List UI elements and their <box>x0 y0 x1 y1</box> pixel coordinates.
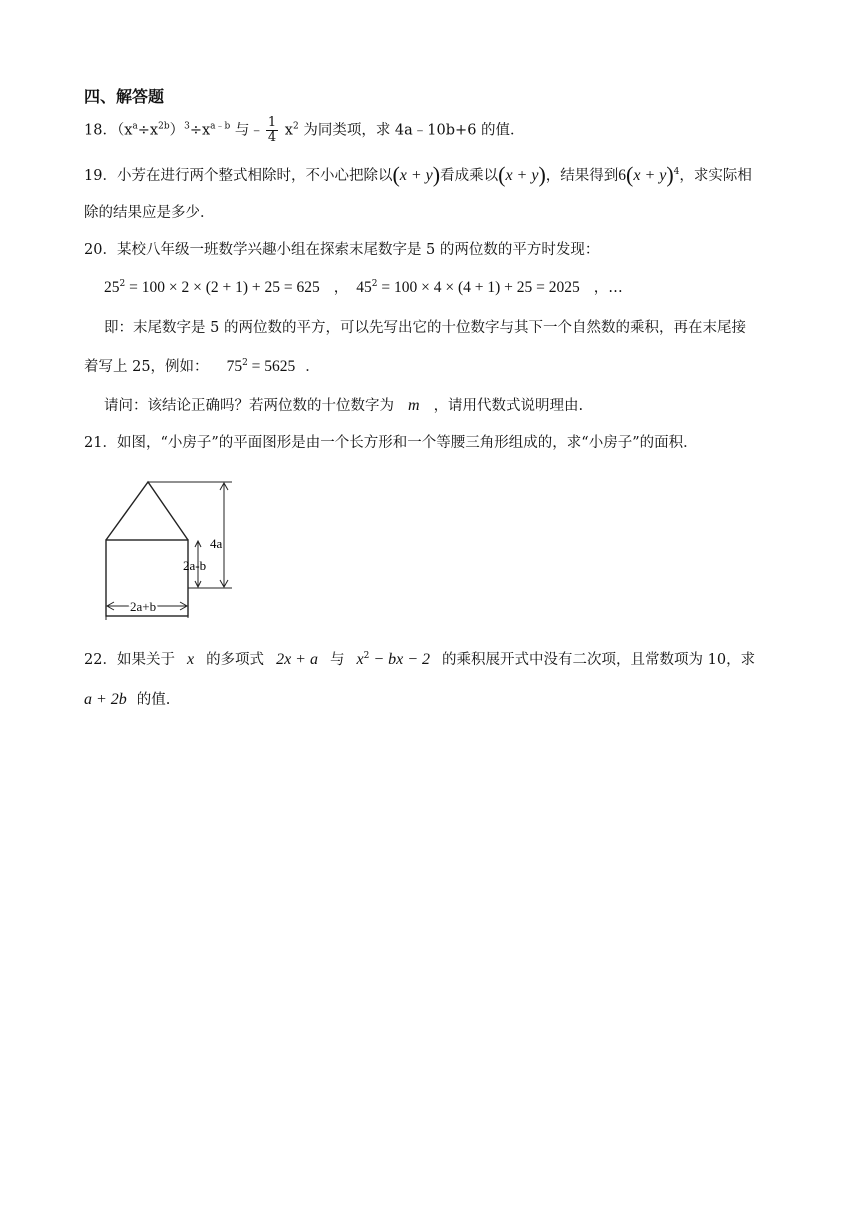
q19-math: x + y <box>399 167 433 184</box>
q19-text: ，结果得到 <box>545 168 619 184</box>
fraction-denominator: 4 <box>267 130 277 145</box>
question-20 <box>84 238 599 259</box>
q21-text: 如图，“小房子”的平面图形是由一个长方形和一个等腰三角形组成的，求“小房子”的面积． <box>116 435 698 451</box>
q20-para1: 即：末尾数字是 5 的两位数的平方，可以先写出它的十位数字与其下一个自然数的乘积，再在末尾接 <box>104 320 746 336</box>
var-m: m <box>408 397 420 414</box>
roof-outline <box>106 482 188 540</box>
separator: ， <box>333 280 349 296</box>
q22-text: 的值. <box>136 692 171 708</box>
q20-text: 请问：该结论正确吗？若两位数的十位数字为 <box>104 398 394 414</box>
q20-number: 20． <box>84 242 117 258</box>
example-exponent: 2 <box>242 358 248 369</box>
eq1-base: 25 <box>104 279 120 296</box>
q18-exponent: 3 <box>184 121 190 132</box>
q22-number: 22． <box>84 652 117 668</box>
eq2-exponent: 2 <box>371 279 378 290</box>
q18-text: ÷x <box>137 122 159 139</box>
q20-intro: 某校八年级一班数学兴趣小组在探索末尾数字是 5 的两位数的平方时发现： <box>116 242 600 258</box>
q19-math: x + y <box>505 167 539 184</box>
q19-exponent: 4 <box>673 167 680 178</box>
polynomial-1: 2x + a <box>276 651 318 668</box>
q19-number: 19． <box>84 168 117 184</box>
polynomial-2-exponent: 2 <box>363 651 370 662</box>
q20-para2 <box>84 355 320 376</box>
eq2-rest: = 100 × 4 × (4 + 1) + 25 = 2025 <box>377 279 580 296</box>
q21-number: 21． <box>84 435 117 451</box>
q22-text: 的多项式 <box>206 652 265 668</box>
q22-text: 与 <box>329 652 345 668</box>
q18-text: ÷x <box>189 122 211 139</box>
question-18 <box>84 116 525 145</box>
q20-text: ． <box>305 359 320 375</box>
q18-fraction <box>266 116 278 145</box>
width-label: 2a+b <box>130 599 157 614</box>
q18-exponent: 2 <box>292 121 299 132</box>
target-expression: a + 2b <box>84 691 127 708</box>
eq1-rest: = 100 × 2 × (2 + 1) + 25 = 625 <box>125 279 320 296</box>
total-height-label: 4a <box>210 536 223 551</box>
fraction-numerator: 1 <box>267 115 277 130</box>
q18-text: 为同类项，求 4a﹣10b+6 的值． <box>298 122 525 139</box>
q18-exponent: a <box>132 121 138 132</box>
example-base: 75 <box>226 358 243 375</box>
q18-text: 与﹣ <box>230 122 264 139</box>
q19-line2: 除的结果应是多少． <box>84 205 215 221</box>
eq1-exponent: 2 <box>119 279 126 290</box>
q18-exponent: 2b <box>158 121 170 132</box>
q22-text: 如果关于 <box>116 652 175 668</box>
rect-height-label: 2a-b <box>183 558 207 573</box>
q20-text: 着写上 25，例如： <box>84 359 209 375</box>
ellipsis: ，… <box>593 280 623 296</box>
q19-text: 小芳在进行两个整式相除时，不小心把除以 <box>116 168 393 184</box>
section-title: 四、解答题 <box>84 87 165 106</box>
q22-text: 的乘积展开式中没有二次项，且常数项为 10，求 <box>442 652 756 668</box>
q18-text: （x <box>116 122 133 139</box>
question-22 <box>84 648 755 669</box>
q19-math: 6 <box>618 167 627 184</box>
question-19: 19．小芳在进行两个整式相除时，不小心把除以(x + y)看成乘以(x + y)，结果得到$6(x + y)^4$，求实际相 <box>84 162 752 187</box>
q20-text: ，请用代数式说明理由. <box>433 398 584 414</box>
house-diagram <box>100 478 240 620</box>
q20-question <box>104 394 583 415</box>
polynomial-2: x <box>356 651 364 668</box>
polynomial-2-rest: − bx − 2 <box>369 651 431 668</box>
q18-text: ） <box>169 122 185 139</box>
q20-equations <box>104 276 623 297</box>
q18-number: 18． <box>84 122 117 139</box>
var-x: x <box>186 651 195 668</box>
eq2-base: 45 <box>356 279 372 296</box>
example-rest: = 5625 <box>247 358 296 375</box>
q18-exponent: a﹣b <box>210 121 231 132</box>
q19-text: ，求实际相 <box>679 168 752 184</box>
q19-math: x + y <box>633 167 667 184</box>
question-21 <box>84 431 698 452</box>
q18-text: x <box>280 122 293 139</box>
q22-line2 <box>84 688 170 709</box>
q19-text: 看成乘以 <box>440 168 499 184</box>
